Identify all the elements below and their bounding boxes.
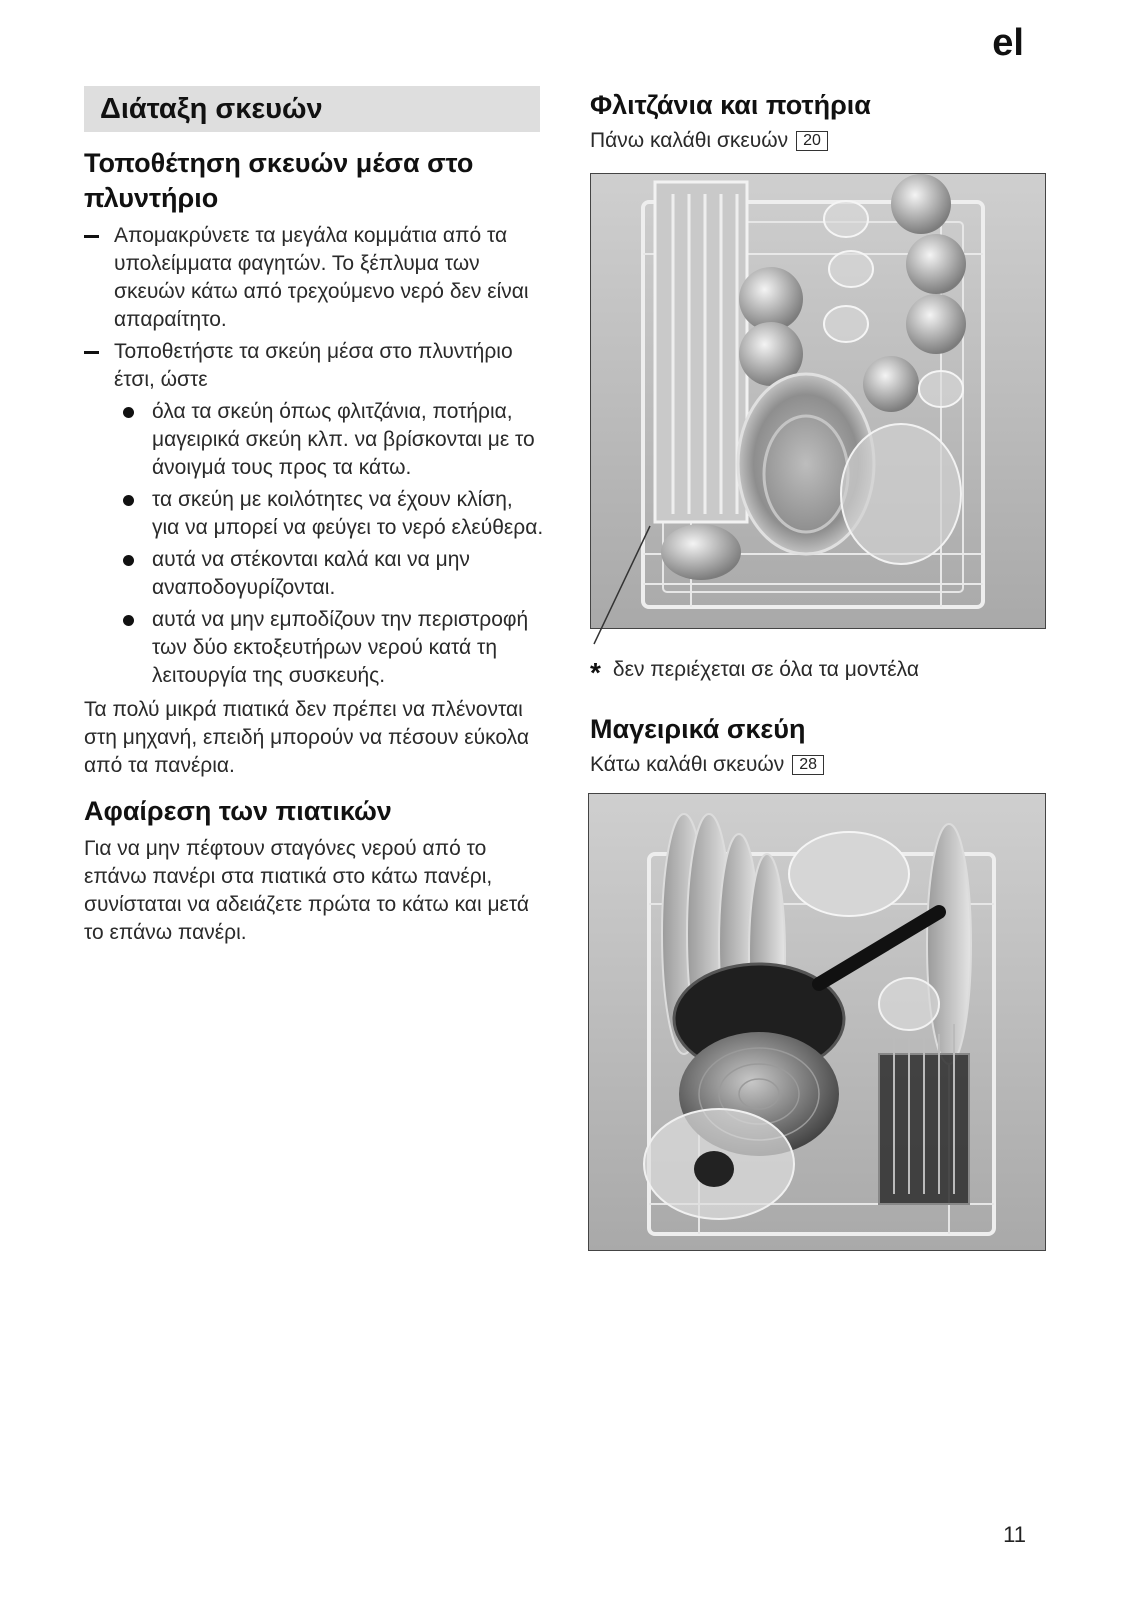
- left-column: [84, 86, 544, 947]
- ref-box: 28: [792, 755, 824, 775]
- bullet-marker: [123, 615, 134, 626]
- leader-line: [588, 520, 658, 650]
- section-title: Διάταξη σκευών: [84, 86, 540, 132]
- bullet-marker: [123, 495, 134, 506]
- removing-text: Για να μην πέφτουν σταγόνες νερού από το επάνω πανέρι στα πιατικά στο κάτω πανέρι, συνίσταται να αδειάζετε πρώτα το κάτω και μετά το επάνω πανέρι.: [84, 837, 530, 944]
- ref-box: 20: [796, 131, 828, 151]
- cookware-heading: Μαγειρικά σκεύη: [590, 714, 806, 744]
- right-column: [590, 86, 1050, 155]
- upper-basket-caption: Πάνω καλάθι σκευών 20: [590, 127, 1050, 155]
- bullet-item: όλα τα σκεύη όπως φλιτζάνια, ποτήρια, μαγειρικά σκεύη κλπ. να βρίσκονται με το άνοιγμά τους προς τα κάτω.: [84, 398, 544, 482]
- dash-marker: [84, 235, 99, 238]
- footnote: * δεν περιέχεται σε όλα τα μοντέλα: [590, 657, 919, 688]
- bullet-item: τα σκεύη με κοιλότητες να έχουν κλίση, για να μπορεί να φεύγει το νερό ελεύθερα.: [84, 486, 544, 542]
- placing-heading: Τοποθέτηση σκευών μέσα στο πλυντήριο: [84, 148, 474, 213]
- dash-marker: [84, 351, 99, 354]
- lower-basket-caption: Κάτω καλάθι σκευών 28: [590, 751, 1050, 779]
- small-items-note: Τα πολύ μικρά πιατικά δεν πρέπει να πλένονται στη μηχανή, επειδή μπορούν να πέσουν εύκολα από τα πανέρια.: [84, 698, 529, 777]
- lower-basket-drawing: [589, 794, 1044, 1249]
- removing-heading: Αφαίρεση των πιατικών: [84, 796, 392, 826]
- cups-heading: Φλιτζάνια και ποτήρια: [590, 90, 871, 120]
- upper-basket-image: [590, 173, 1046, 629]
- lower-basket-image: [588, 793, 1046, 1251]
- bullet-marker: [123, 407, 134, 418]
- page-number: 11: [1003, 1522, 1026, 1547]
- dash-item-remove-leftovers: Απομακρύνετε τα μεγάλα κομμάτια από τα υπολείμματα φαγητών. Το ξέπλυμα των σκευών κάτω από τρεχούμενο νερό δεν είναι απαραίτητο.: [84, 222, 544, 334]
- dash-item-arrange: Τοποθετήστε τα σκεύη μέσα στο πλυντήριο έτσι, ώστε: [84, 338, 544, 394]
- cookware-section: [590, 712, 1050, 779]
- upper-basket-drawing: [591, 174, 1044, 627]
- bullet-item: αυτά να μην εμποδίζουν την περιστροφή των δύο εκτοξευτήρων νερού κατά τη λειτουργία της συσκευής.: [84, 606, 544, 690]
- bullet-item: αυτά να στέκονται καλά και να μην αναποδογυρίζονται.: [84, 546, 544, 602]
- footnote-star: *: [590, 657, 601, 688]
- bullet-marker: [123, 555, 134, 566]
- language-code: el: [992, 22, 1024, 64]
- bullet-list: [84, 398, 544, 690]
